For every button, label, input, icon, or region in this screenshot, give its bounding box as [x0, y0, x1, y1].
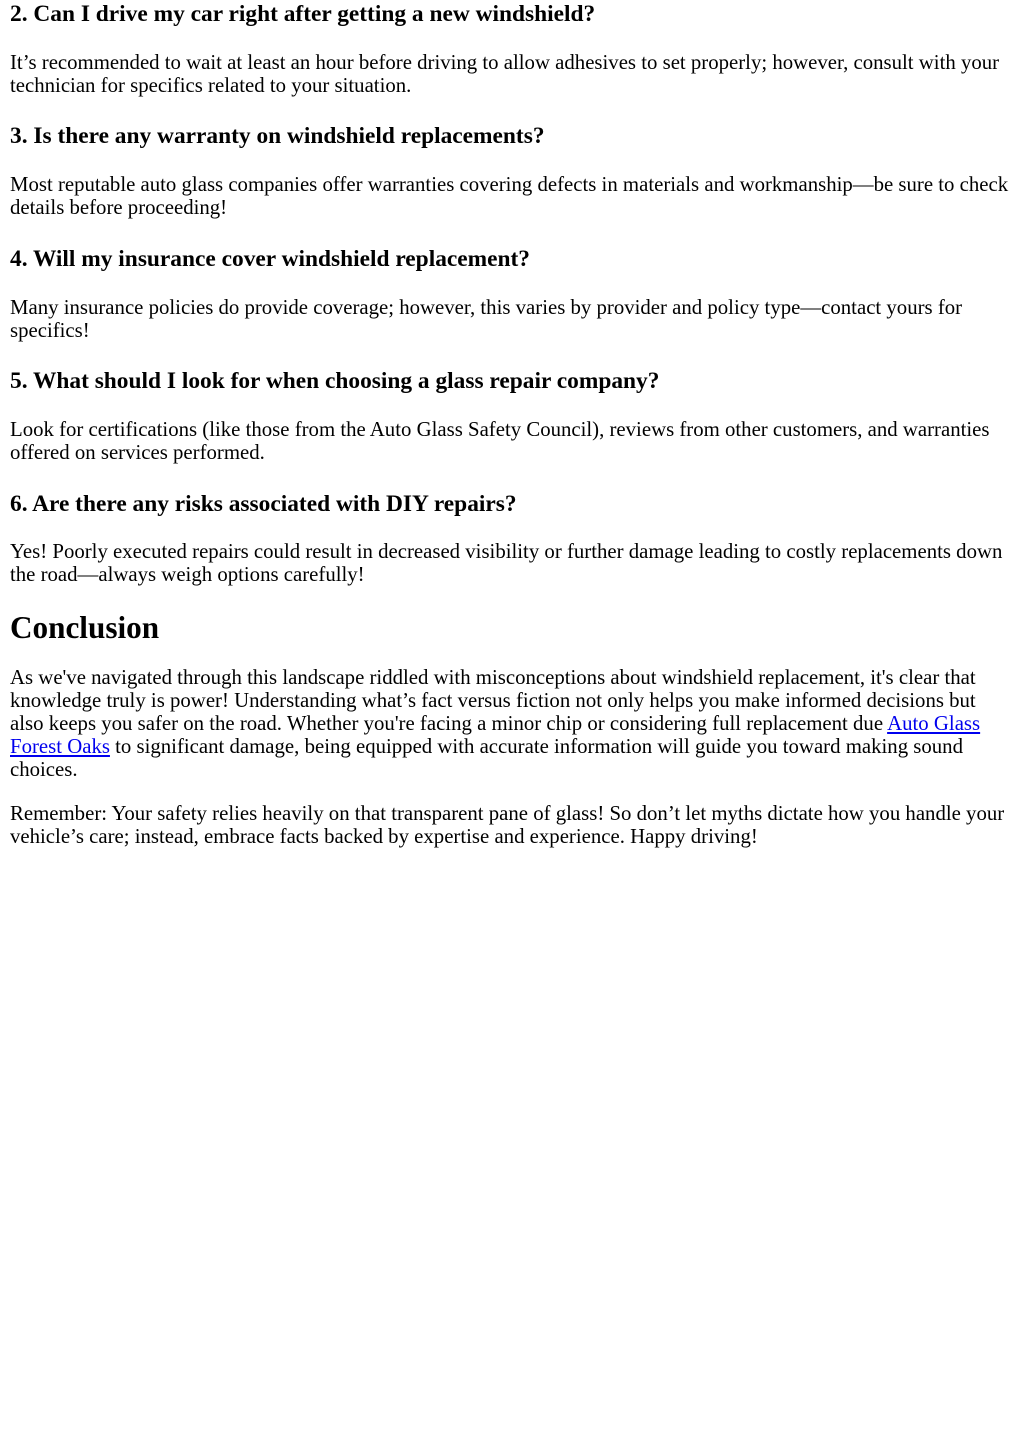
- faq-answer-4: Many insurance policies do provide coverage; however, this varies by provider and policy type—contact yours for specifics!: [10, 296, 963, 342]
- faq-question-4-heading: 4. Will my insurance cover windshield replacement?: [10, 246, 531, 272]
- auto-glass-forest-oaks-link[interactable]: Auto Glass Forest Oaks: [10, 712, 981, 758]
- conclusion-heading: Conclusion: [10, 610, 160, 645]
- conclusion-paragraph-1: [10, 666, 1014, 781]
- conclusion-paragraph-2: Remember: Your safety relies heavily on that transparent pane of glass! So don’t let myths dictate how you handle your vehicle’s care; instead, embrace facts backed by expertise and experience. Happy driving!: [10, 802, 1005, 848]
- conclusion-text-after-link: to significant damage, being equipped with accurate information will guide you toward making sound choices.: [10, 735, 963, 781]
- faq-question-5-heading: 5. What should I look for when choosing a glass repair company?: [10, 368, 660, 394]
- faq-question-3-heading: 3. Is there any warranty on windshield replacements?: [10, 123, 545, 149]
- faq-answer-5: Look for certifications (like those from the Auto Glass Safety Council), reviews from other customers, and warranties offered on services performed.: [10, 418, 990, 464]
- faq-question-2-heading: 2. Can I drive my car right after getting a new windshield?: [10, 1, 596, 27]
- faq-question-6-heading: 6. Are there any risks associated with DIY repairs?: [10, 491, 517, 517]
- faq-answer-3: Most reputable auto glass companies offer warranties covering defects in materials and workmanship—be sure to check details before proceeding!: [10, 173, 1009, 219]
- conclusion-text-before-link: As we've navigated through this landscape riddled with misconceptions about windshield replacement, it's clear that knowledge truly is power! Understanding what’s fact versus fiction not only helps you make informed decisions but also keeps you safer on the road. Whether you're facing a minor chip or considering full replacement due: [10, 666, 976, 735]
- faq-answer-6: Yes! Poorly executed repairs could result in decreased visibility or further damage leading to costly replacements down the road—always weigh options carefully!: [10, 540, 1003, 586]
- faq-answer-2: It’s recommended to wait at least an hour before driving to allow adhesives to set properly; however, consult with your technician for specifics related to your situation.: [10, 51, 1000, 97]
